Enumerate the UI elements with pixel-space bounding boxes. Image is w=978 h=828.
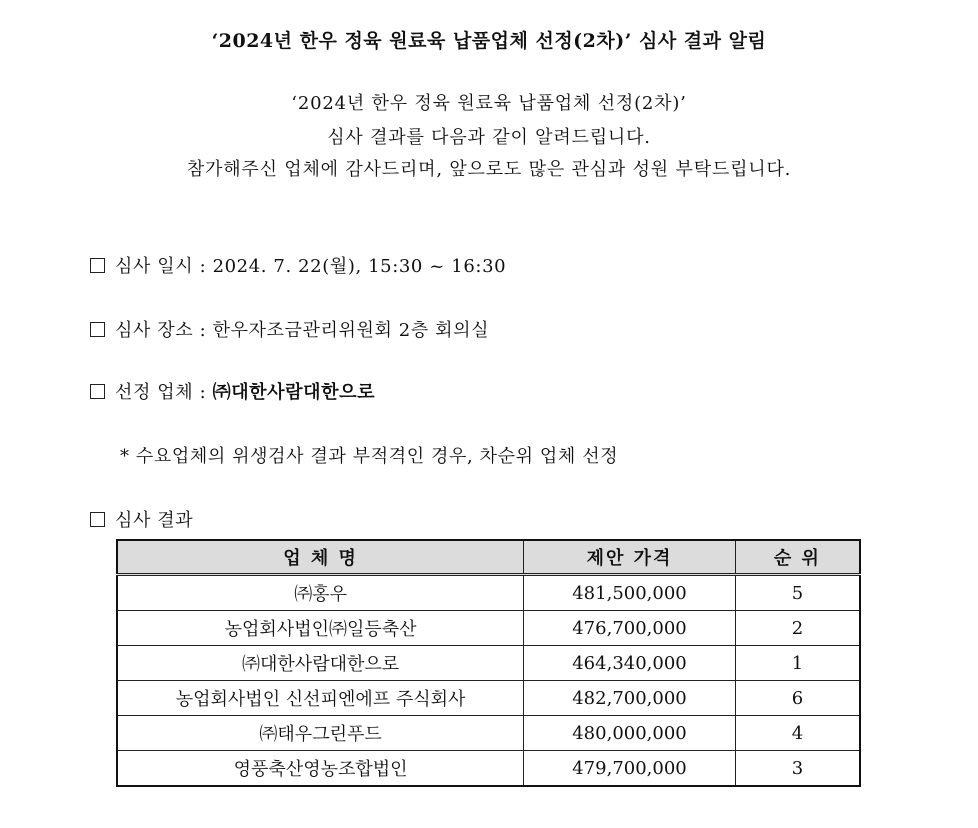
rank-cell: 4 <box>735 716 860 751</box>
company-cell: 농업회사법인㈜일등축산 <box>117 611 524 646</box>
checkbox-square-icon <box>90 322 105 337</box>
price-cell: 481,500,000 <box>524 575 736 611</box>
review-date-text: 심사 일시 : 2024. 7. 22(월), 15:30 ~ 16:30 <box>115 256 507 277</box>
rank-cell: 5 <box>735 575 860 611</box>
rank-cell: 6 <box>735 681 860 716</box>
company-cell: 영풍축산영농조합법인 <box>117 751 524 787</box>
price-cell: 476,700,000 <box>524 611 736 646</box>
result-table <box>116 539 861 787</box>
company-cell: ㈜태우그린푸드 <box>117 716 524 751</box>
table-row <box>117 681 860 716</box>
review-place-item <box>90 316 489 342</box>
price-cell: 480,000,000 <box>524 716 736 751</box>
table-row <box>117 716 860 751</box>
company-cell: 농업회사법인 신선피엔에프 주식회사 <box>117 681 524 716</box>
checkbox-square-icon <box>90 384 105 399</box>
intro-line-2: 심사 결과를 다음과 같이 알려드립니다. <box>327 127 651 148</box>
table-row <box>117 611 860 646</box>
header-company: 업 체 명 <box>117 540 524 575</box>
review-date-item <box>90 252 506 278</box>
review-result-heading <box>90 506 193 532</box>
rank-cell: 3 <box>735 751 860 787</box>
rank-cell: 1 <box>735 646 860 681</box>
table-row <box>117 751 860 787</box>
company-cell: ㈜대한사람대한으로 <box>117 646 524 681</box>
checkbox-square-icon <box>90 258 105 273</box>
header-price: 제안 가격 <box>524 540 736 575</box>
table-row <box>117 646 860 681</box>
table-header-row <box>117 540 860 575</box>
selection-note: * 수요업체의 위생검사 결과 부적격인 경우, 차순위 업체 선정 <box>120 446 619 467</box>
price-cell: 464,340,000 <box>524 646 736 681</box>
document-title: ‘2024년 한우 정육 원료육 납품업체 선정(2차)’ 심사 결과 알림 <box>211 30 767 52</box>
selected-company-item <box>90 378 375 404</box>
intro-line-3: 참가해주신 업체에 감사드리며, 앞으로도 많은 관심과 성원 부탁드립니다. <box>186 159 792 180</box>
price-cell: 479,700,000 <box>524 751 736 787</box>
review-place-text: 심사 장소 : 한우자조금관리위원회 2층 회의실 <box>115 320 490 341</box>
company-cell: ㈜홍우 <box>117 575 524 611</box>
selected-company-name: ㈜대한사람대한으로 <box>212 382 376 403</box>
table-row <box>117 575 860 611</box>
price-cell: 482,700,000 <box>524 681 736 716</box>
review-result-text: 심사 결과 <box>115 510 194 531</box>
checkbox-square-icon <box>90 512 105 527</box>
header-rank: 순 위 <box>735 540 860 575</box>
rank-cell: 2 <box>735 611 860 646</box>
selected-company-label: 선정 업체 : <box>115 382 213 403</box>
intro-line-1: ‘2024년 한우 정육 원료육 납품업체 선정(2차)’ <box>291 93 687 114</box>
